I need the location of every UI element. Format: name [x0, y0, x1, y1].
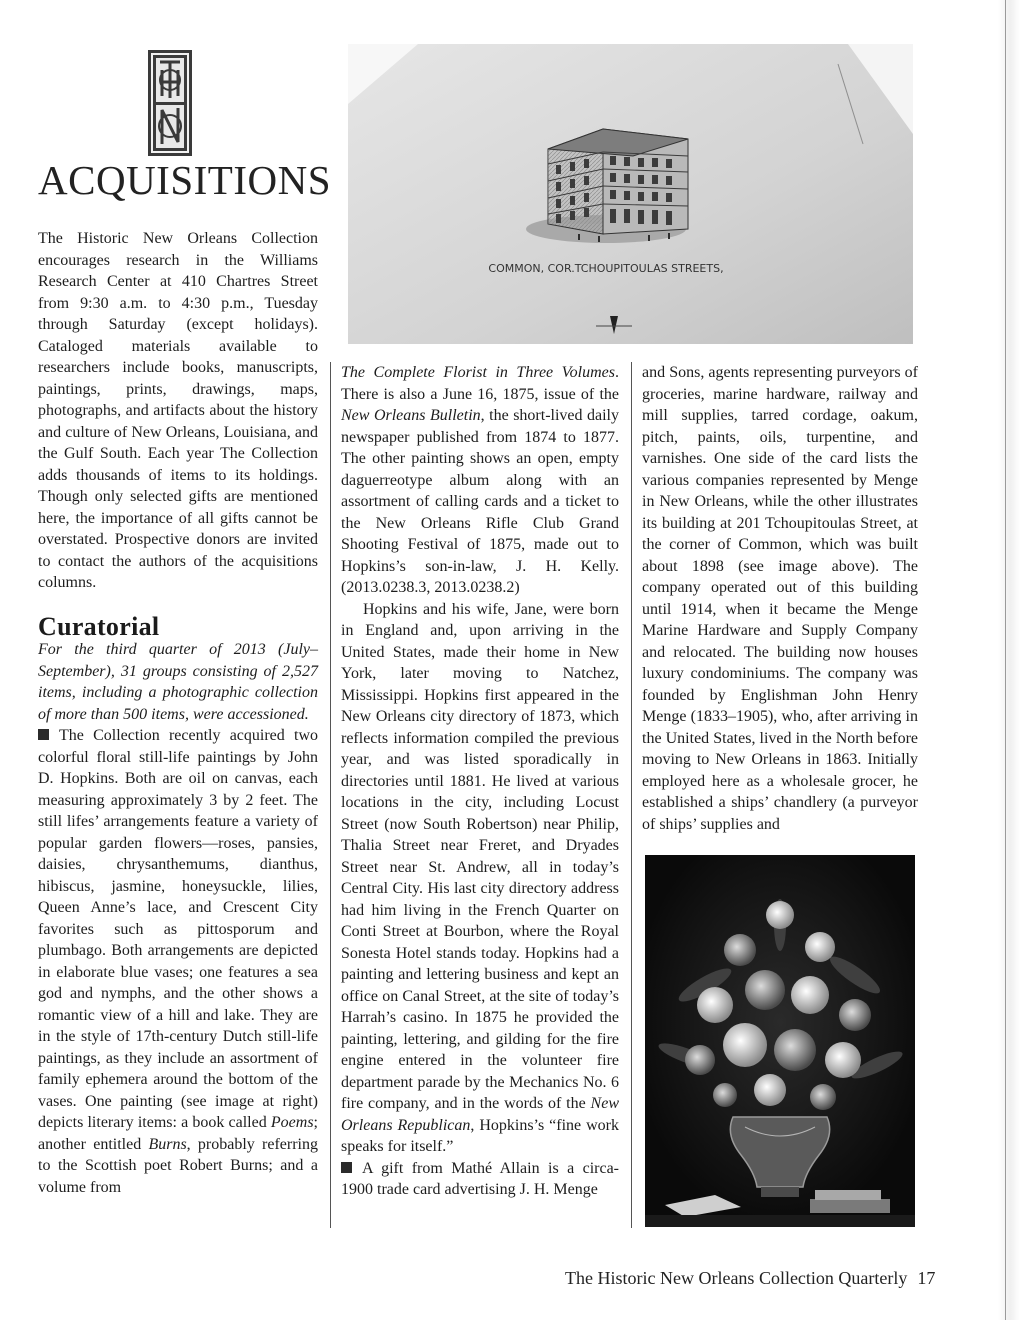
column-rule-2 — [631, 362, 632, 1228]
page-number: 17 — [917, 1268, 936, 1288]
intro-paragraph: The Historic New Orleans Collection encourages research in the Williams Research Center at 410 Chartres Street from 9:30 a.m. to 4:30 p.m., Tuesday through Saturday (except holidays). Cataloged materials available to researchers include books, manuscripts, paintings, prints, drawings, maps, photographs, and artifacts about the history and culture of New Orleans, Louisiana, and the Gulf South. Each year The Collection adds thousands of items to its holdings. Though only selected gifts are mentioned here, the importance of all gifts cannot be overstated. Prospective donors are invited to contact the authors of the acquisitions columns. — [38, 230, 318, 591]
hopkins-paragraph-start: The Collection recently acquired two colorful floral still-life paintings by John D. Hopkins. Both are oil on canvas, each measuring approximately 3 by 2 feet. The still lifes’ arrangements feature a variety of popular garden flowers—roses, pansies, daisies, chrysanthemums, dianthus, hibiscus, jasmine, honeysuckle, lilies, Queen Anne’s lace, and Crescent City favorites such as pittosporum and plumbago. Both arrangements are depicted in elaborate blue vases; one features a sea god and nymphs, and the other shows a romantic view of a hill and lake. They are in the style of 17th-century Dutch still-life paintings, as they include an assortment of family ephemera around the bottom of the vases. One painting (see image at right) depicts literary items: a book called Poems; another entitled Burns, probably referring to the Scottish poet Robert Burns; and a volume from — [38, 727, 318, 1196]
square-bullet-icon — [38, 729, 49, 740]
scan-page-edge — [998, 0, 1020, 1320]
scan-page-edge-line — [1005, 0, 1006, 1320]
column-2 — [341, 362, 619, 1201]
square-bullet-icon — [341, 1162, 352, 1173]
column-rule-1 — [330, 362, 331, 1228]
trade-card-caption: COMMON, COR.TCHOUPITOULAS STREETS, — [488, 262, 724, 275]
hnoc-logo — [148, 50, 192, 156]
curatorial-dek: For the third quarter of 2013 (July–September), 31 groups consisting of 2,527 items, including a photographic collection of more than 500 items, were accessioned. — [38, 641, 318, 723]
menge-building-engraving — [348, 44, 913, 344]
floral-still-life-image — [645, 855, 915, 1227]
menge-paragraph-continued: and Sons, agents representing purveyors of groceries, marine hardware, railway and mill supplies, tarred cordage, oakum, pitch, paints, oils, turpentine, and varnishes. One side of the card lists the various companies represented by Menge in New Orleans, while the other illustrates its building at 201 Tchoupitoulas Street, at the corner of Common, which was built about 1898 (see image above). The company operated out of this building until 1914, when it became the Menge Marine Hardware and Supply Company and relocated. The building now houses luxury condominiums. The company was founded by Englishman John Henry Menge (1833–1905), who, after arriving in the United States, lived in the North before moving to New Orleans in 1863. Initially employed here as a wholesale grocer, he established a ships’ chandlery (a purveyor of ships’ supplies and — [642, 364, 918, 833]
hopkins-paragraph-continued: The Complete Florist in Three Volumes. There is also a June 16, 1875, issue of the New Orleans Bulletin, the short-lived daily newspaper published from 1874 to 1877. The other painting shows an open, empty daguerreotype album along with an assortment of calling cards and a ticket to the New Orleans Rifle Club Grand Shooting Festival of 1875, made out to Hopkins’s son-in-law, J. H. Kelly. (2013.0238.3, 2013.0238.2) — [341, 364, 620, 596]
hopkins-biography-paragraph: Hopkins and his wife, Jane, were born in England and, upon arriving in the United States, made their home in New York, later moving to Natchez, Mississippi. Hopkins first appeared in the New Orleans city directory of 1873, which reflects information compiled the previous year, and was listed sporadically in directories until 1881. He lived at various locations in the city, including Locust Street (now South Robertson) near Philip, Thalia Street near Freret, and Dryades Street near St. Andrew, all in today’s Central City. His last city directory address had him living in the French Quarter on Conti Street at Bourbon, where the Royal Sonesta Hotel stands today. Hopkins had a painting and lettering business and kept an office on Canal Street, at the site of today’s Harrah’s casino. In 1875 he provided the painting, lettering, and gilding for the fire engine entered in the volunteer fire department parade by the Mechanics No. 6 fire company, and in the words of the New Orleans Republican, Hopkins’s “fine work speaks for itself.” — [341, 600, 619, 1155]
section-title: ACQUISITIONS — [38, 157, 331, 203]
curatorial-heading: Curatorial — [38, 611, 160, 641]
column-1 — [38, 228, 318, 1198]
trade-card-image — [348, 44, 913, 344]
column-3 — [642, 362, 918, 835]
menge-paragraph-start: A gift from Mathé Allain is a circa-1900 trade card advertising J. H. Menge — [341, 1159, 619, 1198]
floral-still-life-painting — [645, 855, 915, 1227]
publication-name: The Historic New Orleans Collection Quarterly — [565, 1268, 908, 1288]
page-footer — [565, 1268, 935, 1289]
